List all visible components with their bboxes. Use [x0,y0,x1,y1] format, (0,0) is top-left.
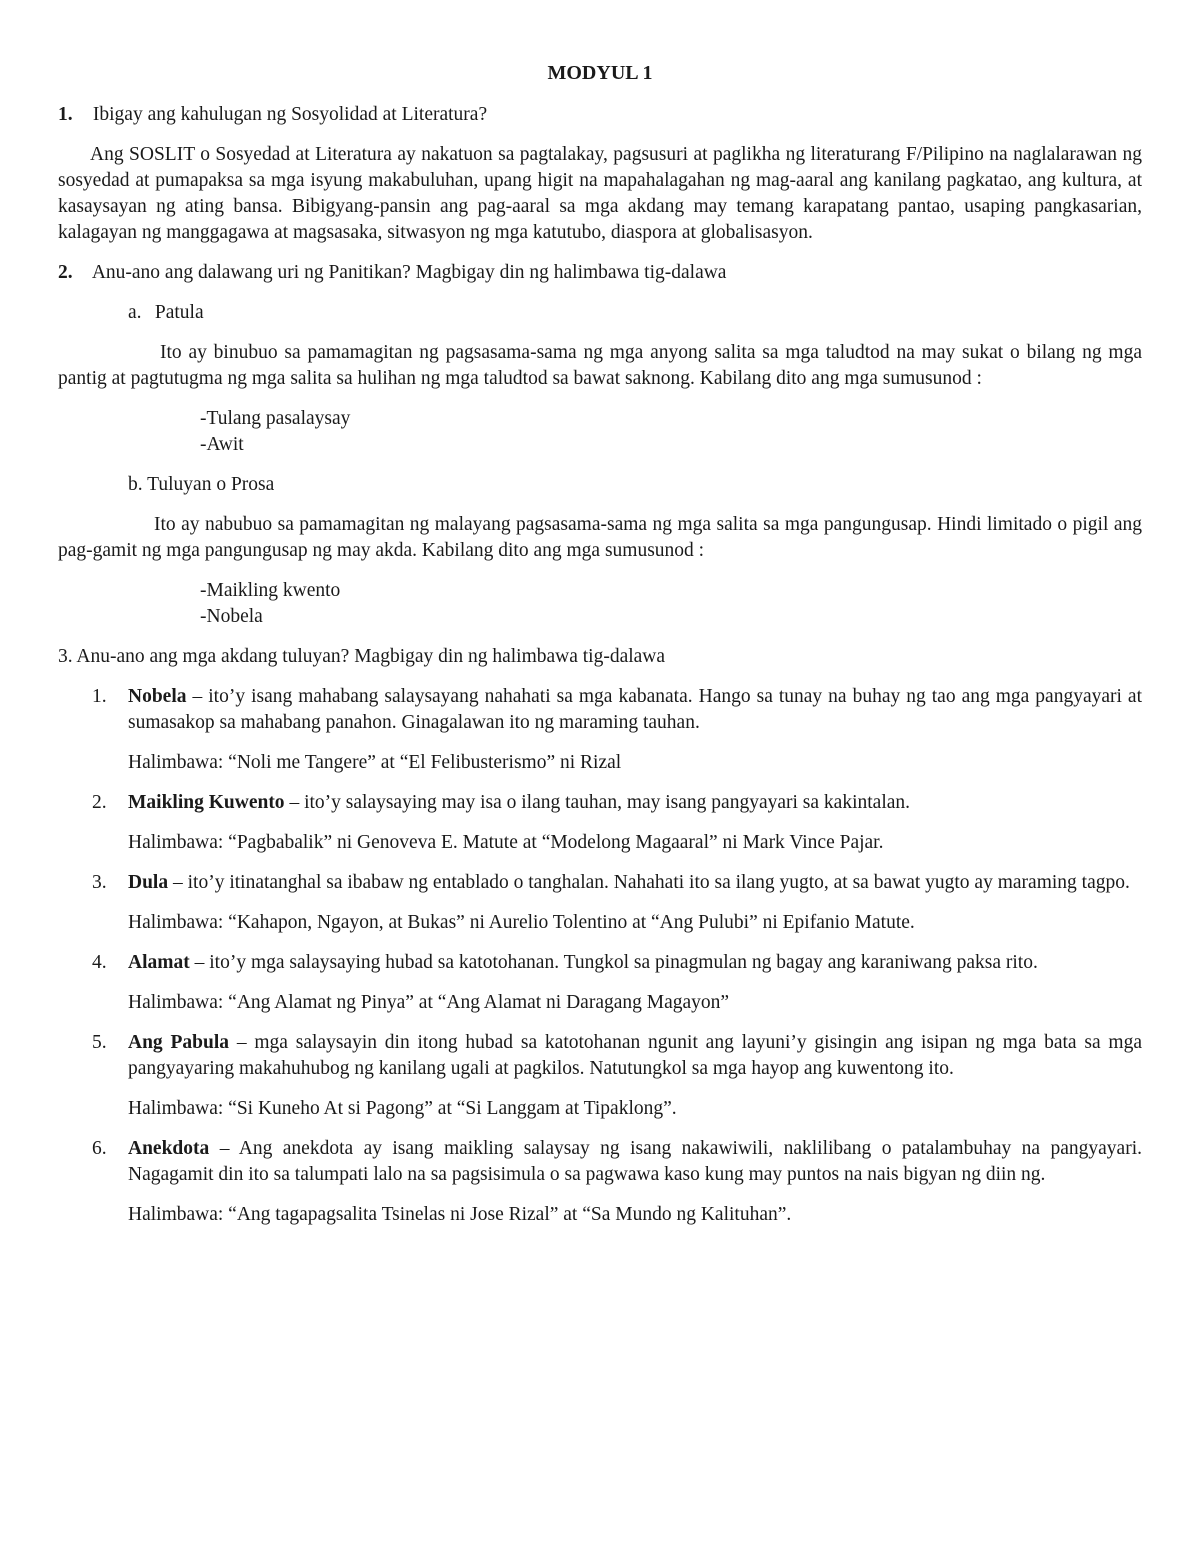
subsection-b-label: b. [128,474,143,495]
list-item [58,1136,1142,1228]
example-item: -Nobela [200,606,263,627]
item-term: Ang Pabula [128,1032,230,1053]
item-example: Halimbawa: “Si Kuneho At si Pagong” at “Si Langgam at Tipaklong”. [128,1098,677,1119]
item-term: Maikling Kuwento [128,792,285,813]
item-definition-text: – mga salaysayin din itong hubad sa katotohanan ngunit ang layuni’y gisingin ang isipan ng mga bata sa mga pangyayaring makahuhubog ng kanilang ugali at pagkilos. Natutungkol sa mga hayop ang kuwentong ito. [128,1032,1143,1079]
question-1-text: Ibigay ang kahulugan ng Sosyolidad at Literatura? [92,104,488,125]
item-term: Nobela [128,686,187,707]
subsection-b-examples [200,578,1142,630]
item-example: Halimbawa: “Ang Alamat ng Pinya” at “Ang Alamat ni Daragang Magayon” [128,992,730,1013]
item-term: Dula [128,872,169,893]
question-2 [58,260,1142,286]
item-definition-text: – ito’y isang mahabang salaysayang nahahati sa mga kabanata. Hango sa tunay na buhay ng tao ang mga pangyayari at sumasakop sa mahabang panahon. Ginagalawan ito ng maraming tauhan. [128,686,1142,733]
list-item [58,684,1142,776]
item-number: 5. [92,1032,107,1053]
item-definition-text: – ito’y itinatanghal sa ibabaw ng entablado o tanghalan. Nahahati ito sa ilang yugto, at sa bawat yugto ay maraming tagpo. [168,872,1130,893]
subsection-b-description: Ito ay nabubuo sa pamamagitan ng malayang pagsasama-sama ng mga salita sa mga pangungusap. Hindi limitado o pigil ang pag-gamit ng mga pangungusap ng may akda. Kabilang dito ang mga sumusunod : [58,514,1142,561]
item-example: Halimbawa: “Kahapon, Ngayon, at Bukas” ni Aurelio Tolentino at “Ang Pulubi” ni Epifanio Matute. [128,912,915,933]
question-1-answer: Ang SOSLIT o Sosyedad at Literatura ay nakatuon sa pagtalakay, pagsusuri at paglikha ng literaturang F/Pilipino na naglalarawan ng sosyedad at pumapaksa sa mga isyung makabuluhan, upang higit na mapahalagahan ng mag-aaral ang kanilang pagkatao, ang kultura, at kasaysayan ng ating bansa. Bibigyang-pansin ang pag-aaral sa mga akdang may temang karapatang pantao, usaping pangkasarian, kalagayan ng manggagawa at magsasaka, sitwasyon ng mga katutubo, diaspora at globalisasyon. [58,144,1142,243]
item-definition-text: – ito’y mga salaysaying hubad sa katotohanan. Tungkol sa pinagmulan ng bagay ang karaniwang paksa rito. [189,952,1038,973]
item-example: Halimbawa: “Pagbabalik” ni Genoveva E. Matute at “Modelong Magaaral” ni Mark Vince Pajar. [128,832,884,853]
item-definition [128,950,1142,976]
subsection-a-examples [200,406,1142,458]
subsection-a-label: a. [128,302,142,323]
item-definition [128,1030,1142,1082]
item-example: Halimbawa: “Noli me Tangere” at “El Felibusterismo” ni Rizal [128,752,622,773]
item-number: 2. [92,792,107,813]
item-number: 4. [92,952,107,973]
akda-list [58,684,1142,1228]
item-number: 1. [92,686,107,707]
item-definition [128,790,1142,816]
question-2-text: Anu-ano ang dalawang uri ng Panitikan? Magbigay din ng halimbawa tig-dalawa [91,262,727,283]
item-term: Alamat [128,952,190,973]
question-3: 3. Anu-ano ang mga akdang tuluyan? Magbigay din ng halimbawa tig-dalawa [58,646,666,667]
question-1 [58,102,1142,128]
subsection-b-heading [128,472,1142,498]
list-item [58,870,1142,936]
list-item [58,950,1142,1016]
item-number: 3. [92,872,107,893]
subsection-a-name: Patula [154,302,204,323]
subsection-a-description: Ito ay binubuo sa pamamagitan ng pagsasama-sama ng mga anyong salita sa mga taludtod na may sukat o bilang ng mga pantig at pagtutugma ng mga salita sa hulihan ng mga taludtod sa bawat saknong. Kabilang dito ang mga sumusunod : [58,342,1142,389]
item-definition-text: – Ang anekdota ay isang maikling salaysay ng isang nakawiwili, naklilibang o patalambuhay na pangyayari. Nagagamit din ito sa talumpati lalo na sa pagsisimula o sa pagwawa kaso kung may puntos na nais bigyan ng diin ng. [128,1138,1142,1185]
item-number: 6. [92,1138,107,1159]
item-term: Anekdota [128,1138,210,1159]
list-item [58,790,1142,856]
item-definition [128,684,1142,736]
question-1-number: 1. [58,104,73,125]
item-definition [128,870,1142,896]
list-item [58,1030,1142,1122]
page-title: MODYUL 1 [547,62,653,84]
item-definition-text: – ito’y salaysaying may isa o ilang tauhan, may isang pangyayari sa kakintalan. [284,792,911,813]
item-definition [128,1136,1142,1188]
subsection-b-name: Tuluyan o Prosa [147,474,275,495]
subsection-a-heading [128,300,1142,326]
example-item: -Tulang pasalaysay [200,408,351,429]
question-2-number: 2. [58,262,73,283]
item-example: Halimbawa: “Ang tagapagsalita Tsinelas ni Jose Rizal” at “Sa Mundo ng Kalituhan”. [128,1204,792,1225]
example-item: -Awit [200,434,244,455]
example-item: -Maikling kwento [200,580,341,601]
